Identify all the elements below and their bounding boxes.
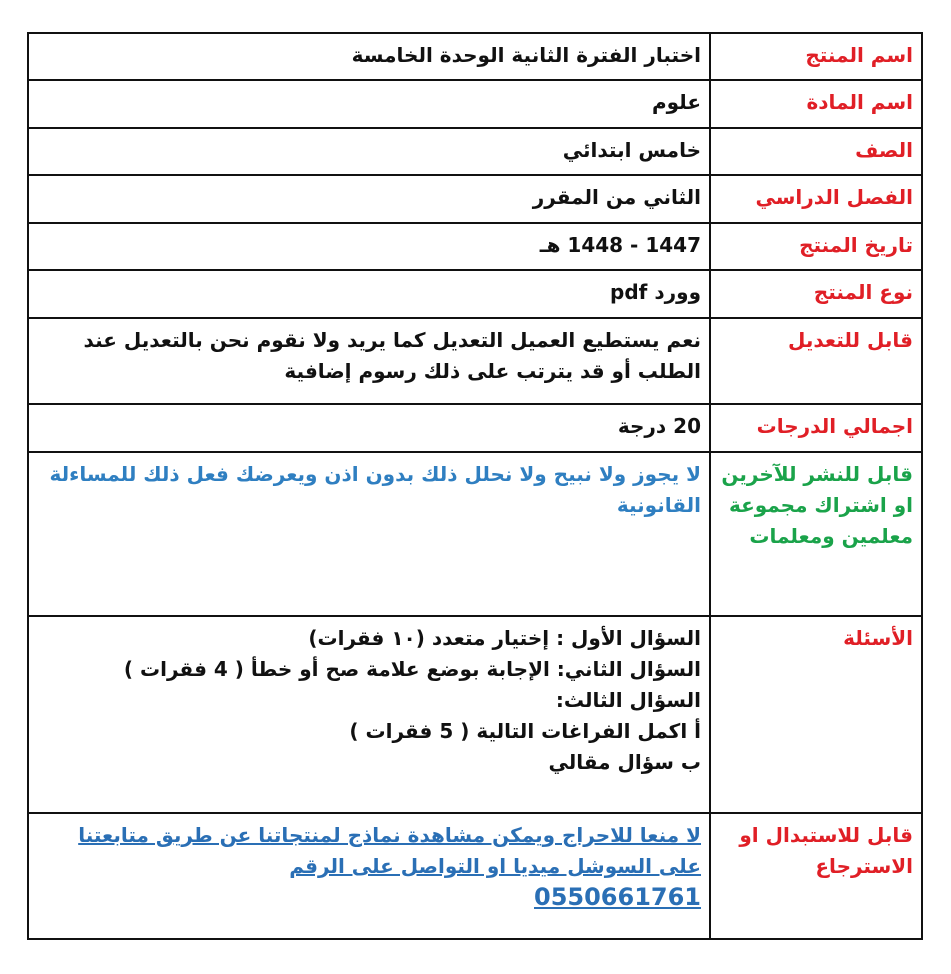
table-row [28,452,922,616]
phone-number-link[interactable]: 0550661761 [534,883,701,911]
table-row [28,813,922,939]
question-line: ب سؤال مقالي [548,750,701,774]
total-value: 20 درجة [28,404,710,452]
product-spec-table [27,32,923,940]
refund-value [28,813,710,939]
grade-label: الصف [710,128,922,175]
type-label: نوع المنتج [710,270,922,318]
questions-value [28,616,710,813]
publish-label: قابل للنشر للآخرين او اشتراك مجموعة معلمين ومعلمات [710,452,922,616]
question-line: أ اكمل الفراغات التالية ( 5 فقرات ) [349,719,701,743]
question-line: السؤال الثالث: [555,688,701,712]
editable-label: قابل للتعديل [710,318,922,404]
questions-label: الأسئلة [710,616,922,813]
total-label: اجمالي الدرجات [710,404,922,452]
table-row [28,404,922,452]
table-row [28,223,922,270]
table-row [28,175,922,223]
table-row [28,318,922,404]
editable-value: نعم يستطيع العميل التعديل كما يريد ولا نقوم نحن بالتعديل عند الطلب أو قد يترتب على ذلك رسوم إضافية [28,318,710,404]
table-row [28,270,922,318]
term-value: الثاني من المقرر [28,175,710,223]
question-line: السؤال الأول : إختيار متعدد (١٠ فقرات) [308,626,701,650]
table-row [28,128,922,175]
product-name-label: اسم المنتج [710,33,922,80]
table-row [28,80,922,128]
type-value: وورد pdf [28,270,710,318]
publish-value: لا يجوز ولا نبيح ولا نحلل ذلك بدون اذن ويعرضك فعل ذلك للمساءلة القانونية [28,452,710,616]
term-label: الفصل الدراسي [710,175,922,223]
subject-label: اسم المادة [710,80,922,128]
question-line: السؤال الثاني: الإجابة بوضع علامة صح أو خطأ ( 4 فقرات ) [123,657,701,681]
table-row [28,33,922,80]
subject-value: علوم [28,80,710,128]
refund-label: قابل للاستبدال او الاسترجاع [710,813,922,939]
grade-value: خامس ابتدائي [28,128,710,175]
product-name-value: اختبار الفترة الثانية الوحدة الخامسة [28,33,710,80]
date-value: 1447 - 1448 هـ [28,223,710,270]
table-row [28,616,922,813]
date-label: تاريخ المنتج [710,223,922,270]
refund-text-link[interactable]: لا منعا للاحراج ويمكن مشاهدة نماذج لمنتجاتنا عن طريق متابعتنا على السوشل ميديا او التواصل على الرقم [78,823,701,878]
